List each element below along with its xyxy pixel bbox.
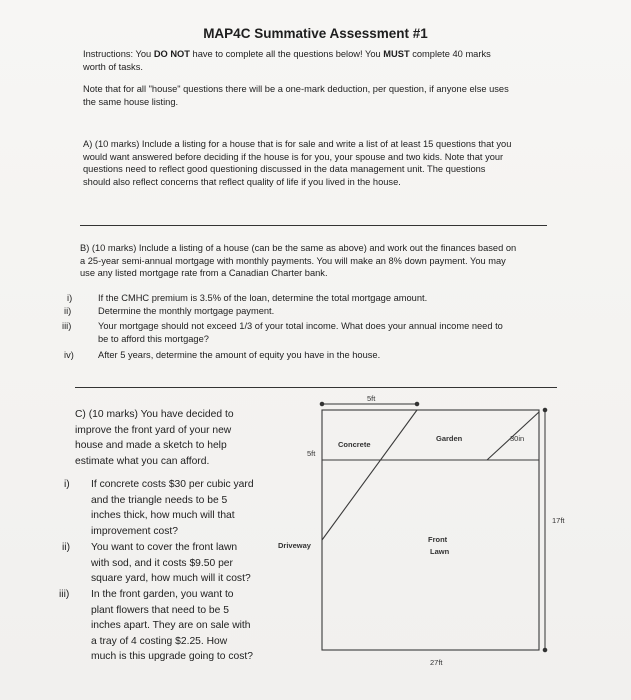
driveway-label: Driveway [278, 541, 311, 550]
right-dimension-label: 17ft [552, 516, 565, 525]
left-dimension-label: 5ft [307, 449, 316, 458]
b-item-3-number: iii) [62, 321, 72, 331]
c-item-1-number: i) [64, 479, 70, 490]
document-title: MAP4C Summative Assessment #1 [203, 26, 428, 41]
section-a: A) (10 marks) Include a listing for a house that is for sale and write a list of at least 15 questions that you would want answered before deciding if the house is for you, your spouse and two kids. Note that your questions need to reflect good questioning discussed in the data management unit. The questions should also reflect concerns that reflect quality of life if you lived in the house. [83, 139, 512, 187]
front-lawn-label-line-2: Lawn [430, 547, 450, 556]
top-dimension-label: 5ft [367, 394, 376, 403]
front-lawn-label-line-1: Front [428, 535, 448, 544]
c-item-2-number: ii) [62, 542, 71, 553]
c-item-1: If concrete costs $30 per cubic yard and the triangle needs to be 5 inches thick, how much will that improvement cost? [91, 479, 254, 537]
garden-label: Garden [436, 434, 463, 443]
section-c-intro: C) (10 marks) You have decided to improve the front yard of your new house and made a sketch to help estimate what you can afford. [75, 409, 234, 467]
b-item-1: If the CMHC premium is 3.5% of the loan, determine the total mortgage amount. [98, 293, 428, 303]
b-item-2: Determine the monthly mortgage payment. [98, 306, 275, 316]
instructions-line-2: worth of tasks. [83, 61, 143, 72]
bottom-dimension-label: 27ft [430, 658, 443, 667]
c-item-3: In the front garden, you want to plant flowers that need to be 5 inches apart. They are on sale with a tray of 4 costing $2.25. How much is this upgrade going to cost? [91, 589, 253, 662]
right-dimension-line [543, 408, 547, 652]
c-item-2: You want to cover the front lawn with sod, and it costs $9.50 per square yard, how much will it cost? [91, 542, 251, 584]
b-item-2-number: ii) [64, 306, 72, 316]
b-item-4: After 5 years, determine the amount of equity you have in the house. [98, 350, 381, 360]
b-item-1-number: i) [67, 293, 73, 303]
concrete-triangle-edge [322, 410, 417, 540]
c-item-3-number: iii) [59, 589, 70, 600]
concrete-label: Concrete [338, 440, 371, 449]
instructions-line-1: Instructions: You DO NOT have to complete all the questions below! You MUST complete 40 marks [83, 49, 491, 59]
b-item-4-number: iv) [64, 350, 74, 360]
garden-dimension-label: 30in [510, 434, 525, 443]
house-note: Note that for all "house" questions there will be a one-mark deduction, per question, if anyone else uses the same house listing. [83, 84, 509, 107]
b-item-3: Your mortgage should not exceed 1/3 of your total income. What does your annual income need to be to afford this mortgage? [98, 321, 503, 344]
section-b: B) (10 marks) Include a listing of a house (can be the same as above) and work out the finances based on a 25-year semi-annual mortgage with monthly payments. You will make an 8% down payment. You may use any listed mortgage rate from a Canadian Charter bank. [80, 243, 517, 278]
